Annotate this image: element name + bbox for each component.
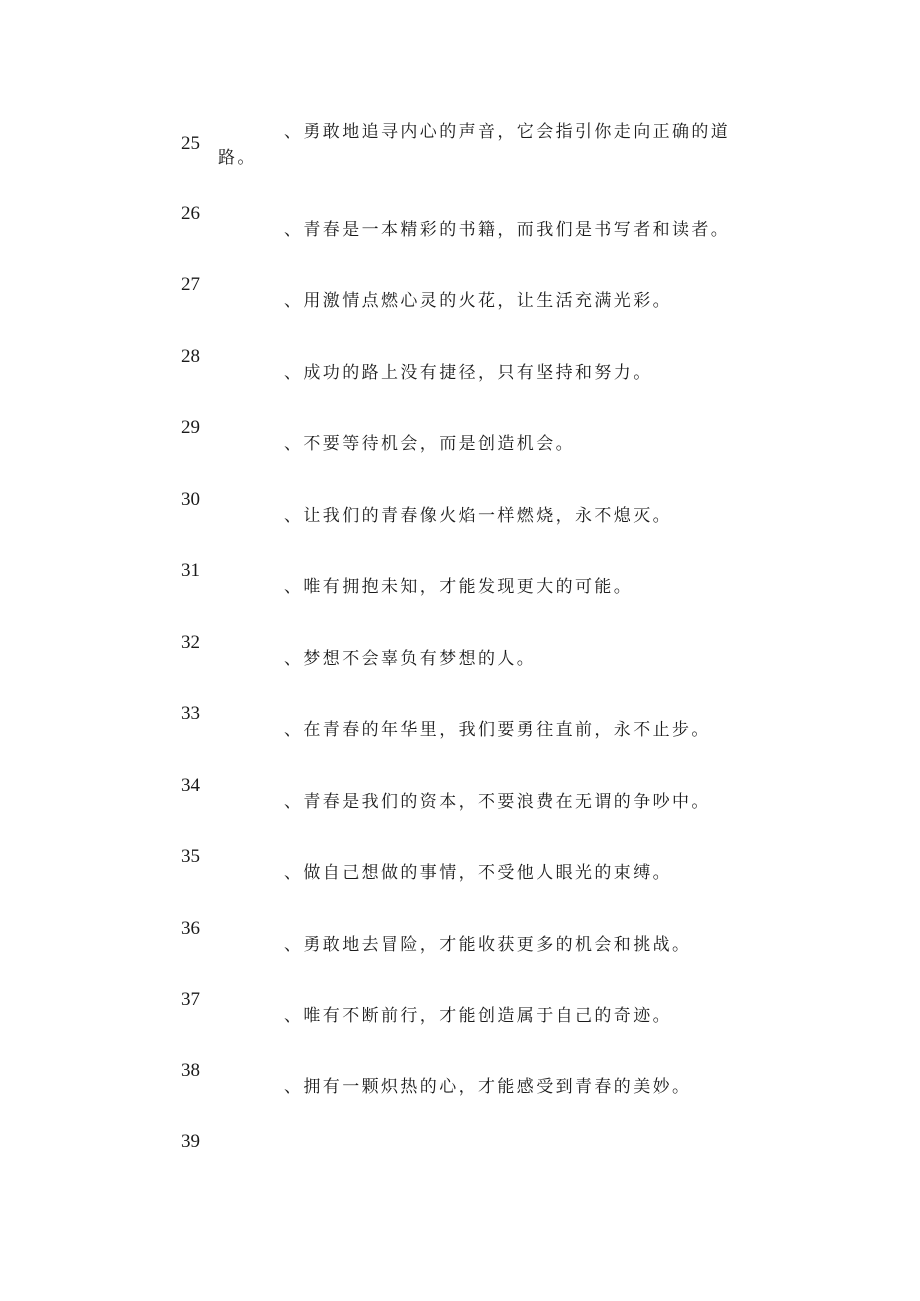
item-number: 34 [181,775,200,796]
item-text: 、唯有不断前行，才能创造属于自己的奇迹。 [284,1006,672,1026]
list-item [0,918,920,990]
list-item [0,632,920,704]
item-text: 、拥有一颗炽热的心，才能感受到青春的美妙。 [284,1077,692,1097]
list-item [0,274,920,346]
list-item [0,122,920,203]
list-item [0,203,920,275]
item-text-continuation: 路。 [218,148,257,168]
item-text: 、不要等待机会，而是创造机会。 [284,434,575,454]
item-number: 33 [181,703,200,724]
item-number: 38 [181,1060,200,1081]
item-number: 39 [181,1131,200,1152]
item-text: 、让我们的青春像火焰一样燃烧，永不熄灭。 [284,506,672,526]
list-item [0,1131,920,1203]
list-item [0,417,920,489]
item-text: 、用激情点燃心灵的火花，让生活充满光彩。 [284,291,672,311]
list-item [0,1060,920,1132]
list-item [0,346,920,418]
item-text: 、勇敢地追寻内心的声音，它会指引你走向正确的道 [284,122,731,142]
item-number: 32 [181,632,200,653]
item-text: 、成功的路上没有捷径，只有坚持和努力。 [284,363,653,383]
item-text: 、青春是一本精彩的书籍，而我们是书写者和读者。 [284,220,731,240]
list-item [0,989,920,1061]
list-item [0,489,920,561]
item-number: 27 [181,274,200,295]
item-number: 28 [181,346,200,367]
item-number: 29 [181,417,200,438]
item-text: 、青春是我们的资本，不要浪费在无谓的争吵中。 [284,792,711,812]
list-item [0,560,920,632]
item-number: 25 [181,133,200,154]
list-item [0,775,920,847]
item-text: 、梦想不会辜负有梦想的人。 [284,649,537,669]
list-item [0,846,920,918]
item-text: 、做自己想做的事情，不受他人眼光的束缚。 [284,863,672,883]
item-number: 30 [181,489,200,510]
item-number: 26 [181,203,200,224]
list-item [0,703,920,775]
item-number: 36 [181,918,200,939]
item-number: 37 [181,989,200,1010]
item-number: 31 [181,560,200,581]
item-number: 35 [181,846,200,867]
item-text: 、在青春的年华里，我们要勇往直前，永不止步。 [284,720,711,740]
item-text: 、勇敢地去冒险，才能收获更多的机会和挑战。 [284,935,692,955]
item-text: 、唯有拥抱未知，才能发现更大的可能。 [284,577,634,597]
